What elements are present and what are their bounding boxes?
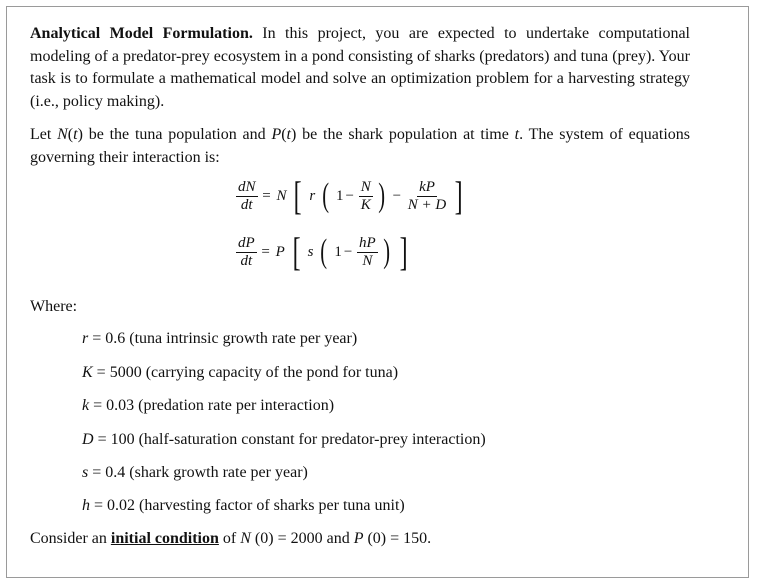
param-value: = 100 — [93, 431, 135, 448]
eq1-N: N — [276, 187, 287, 204]
eq1-bracket-close: ] — [454, 173, 463, 218]
initial-mid: of — [218, 530, 241, 547]
eq2-paren-close: ) — [383, 233, 391, 270]
eq1-frac-den: K — [360, 196, 371, 213]
eq1-kp: kP — [419, 178, 435, 195]
param-row — [82, 364, 398, 382]
intro-text: In this project, you are expected to undertake computational modeling of a predator-prey ecosystem in a pond consisting of sharks (predators) and tuna (prey). Your task is to formulate a mathematical model and solve an optimization problem for a harvesting strategy (i.e., policy making). — [30, 25, 691, 110]
param-value: = 0.02 — [90, 497, 136, 514]
initial-P: P — [353, 530, 364, 547]
eq1-kp-over-nd — [406, 179, 448, 214]
eq2-bracket-close: ] — [399, 229, 408, 274]
eq1-minus-2: − — [392, 187, 402, 204]
param-desc: (shark growth rate per year) — [125, 464, 308, 481]
var-t-3: t — [514, 126, 520, 143]
initial-condition-line — [30, 530, 431, 548]
equation-shark — [236, 229, 410, 274]
eq1-equals: = — [262, 187, 271, 204]
param-symbol: D — [82, 431, 94, 448]
eq1-r: r — [309, 187, 316, 204]
eq1-minus: − — [345, 187, 354, 204]
eq2-equals: = — [261, 243, 270, 260]
definition-paragraph: Let N(t) be the tuna population and P(t) be the shark population at time t. The system of equations governing their interaction is: — [30, 126, 690, 166]
eq1-nd: N + D — [407, 196, 447, 213]
param-symbol: s — [82, 464, 89, 481]
var-t: t — [73, 126, 78, 143]
where-label: Where: — [30, 298, 78, 315]
param-symbol: r — [82, 330, 89, 347]
param-row — [82, 497, 405, 515]
param-desc: (harvesting factor of sharks per tuna unit) — [135, 497, 405, 514]
eq2-frac-num: hP — [359, 234, 376, 251]
param-desc: (predation rate per interaction) — [134, 397, 335, 414]
eq1-one: 1 — [336, 187, 344, 204]
param-value: = 5000 — [92, 364, 142, 381]
param-desc: (half-saturation constant for predator-prey interaction) — [134, 431, 486, 448]
param-desc: (carrying capacity of the pond for tuna) — [141, 364, 399, 381]
eq2-P: P — [275, 243, 285, 260]
intro-paragraph — [30, 23, 690, 113]
param-symbol: K — [82, 364, 93, 381]
eq1-lhs — [236, 179, 258, 214]
def-text-3: be the shark population at time — [296, 126, 515, 143]
eq1-lhs-num: dN — [238, 178, 256, 195]
eq2-frac-den: N — [362, 252, 373, 269]
initial-condition-link[interactable]: initial condition — [110, 530, 219, 547]
eq1-paren-open: ( — [322, 177, 329, 214]
param-value: = 0.6 — [88, 330, 126, 347]
var-P: P — [271, 126, 282, 143]
param-value: = 0.4 — [88, 464, 126, 481]
def-text-1: Let — [30, 126, 58, 143]
def-text-2: be the tuna population and — [82, 126, 272, 143]
eq1-lhs-den: dt — [240, 196, 253, 213]
initial-n-value: (0) = 2000 and — [250, 530, 354, 547]
param-row — [82, 397, 334, 415]
param-row — [82, 431, 486, 449]
eq1-n-over-k — [359, 179, 373, 214]
param-desc: (tuna intrinsic growth rate per year) — [125, 330, 358, 347]
eq2-bracket-open: [ — [292, 229, 301, 274]
param-row — [82, 464, 308, 482]
eq2-s: s — [307, 243, 314, 260]
eq2-lhs-den: dt — [240, 252, 253, 269]
param-symbol: k — [82, 397, 90, 414]
eq1-paren-close: ) — [378, 177, 386, 214]
eq1-frac-num: N — [360, 178, 371, 195]
param-value: = 0.03 — [89, 397, 135, 414]
initial-p-value: (0) = 150. — [363, 530, 432, 547]
eq1-bracket-open: [ — [293, 173, 302, 218]
initial-N: N — [240, 530, 251, 547]
var-N: N — [57, 126, 68, 143]
eq2-minus: − — [343, 243, 353, 260]
initial-pre: Consider an — [30, 530, 111, 547]
equation-tuna — [236, 173, 465, 218]
eq2-lhs-num: dP — [238, 234, 255, 251]
def-text-4: . The system of equations governing their interaction is: — [30, 126, 690, 166]
var-t-2: t — [286, 126, 291, 143]
eq2-hp-over-n — [357, 235, 378, 270]
eq2-paren-open: ( — [320, 233, 328, 270]
param-row — [82, 330, 357, 348]
eq2-one: 1 — [334, 243, 342, 260]
eq2-lhs — [236, 235, 257, 270]
param-symbol: h — [82, 497, 90, 514]
section-heading: Analytical Model Formulation. — [30, 25, 253, 42]
